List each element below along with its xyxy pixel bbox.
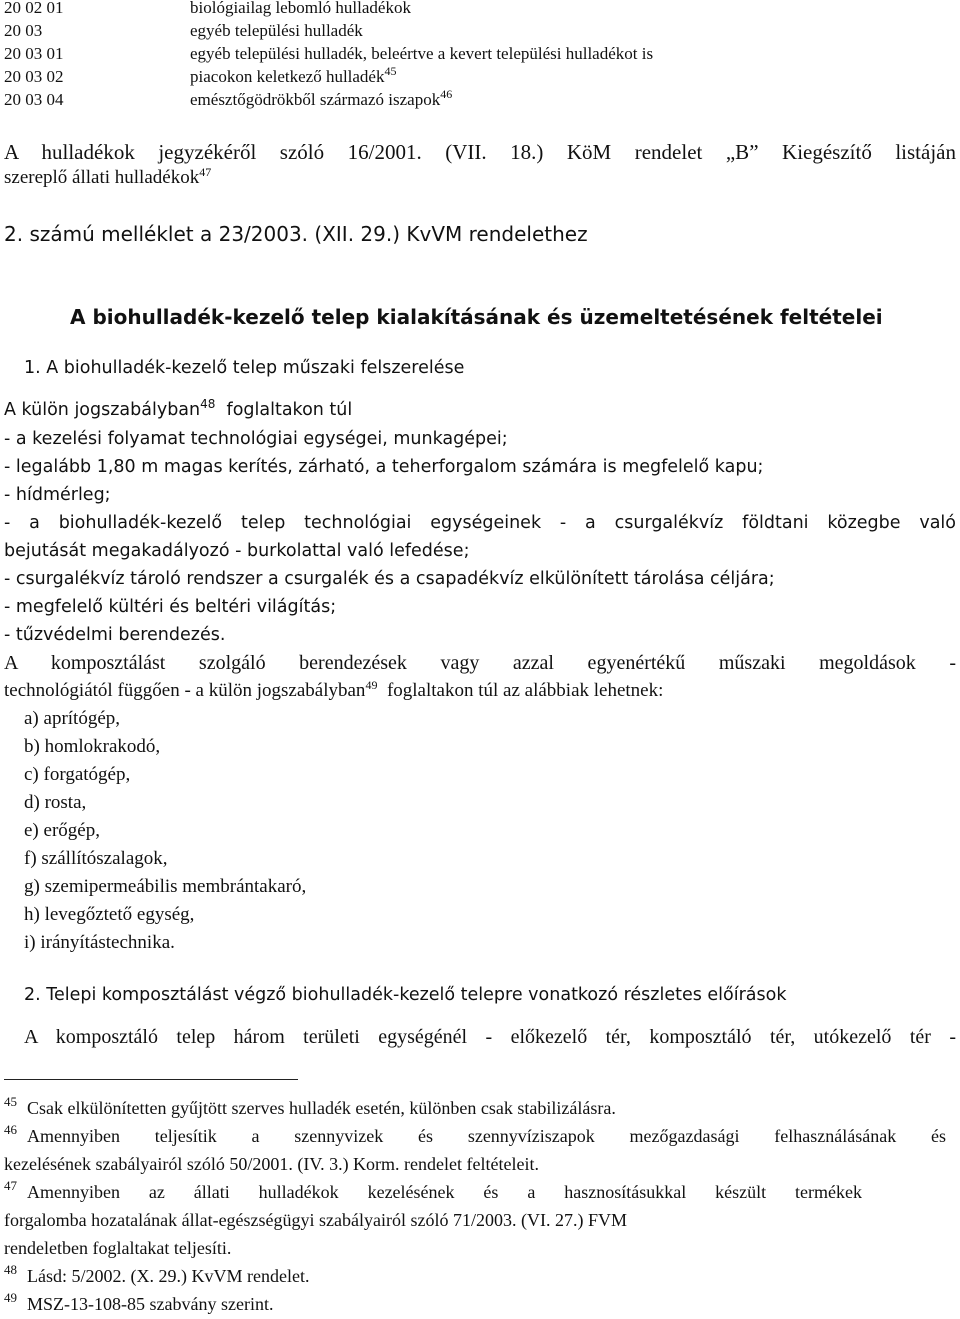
footnote-number: 47 — [4, 1178, 17, 1193]
list-item: h) levegőztető egység, — [24, 904, 195, 925]
footnote-text: Lásd: 5/2002. (X. 29.) KvVM rendelet. — [27, 1266, 310, 1286]
list-item: d) rosta, — [24, 792, 87, 813]
waste-code-row — [4, 43, 960, 65]
section1-intro-post: foglaltakon túl — [226, 400, 353, 420]
compost-paragraph-post: foglaltakon túl az alábbiak lehetnek: — [386, 680, 664, 701]
equipment-item-line2: bejutását megakadályozó - burkolattal való lefedése; — [4, 541, 470, 561]
footnote — [4, 1290, 273, 1318]
list-item: a) aprítógép, — [24, 708, 121, 729]
list-item: i) irányítástechnika. — [24, 932, 175, 953]
list-item: g) szemipermeábilis membrántakaró, — [24, 876, 307, 897]
list-item: b) homlokrakodó, — [24, 736, 161, 757]
footnote-number: 46 — [4, 1122, 17, 1137]
kom-paragraph-text: szereplő állati hulladékok — [4, 167, 200, 188]
waste-description-text: piacokon keletkező hulladék — [190, 67, 385, 86]
footnote — [4, 1122, 946, 1150]
waste-description: egyéb települési hulladék, beleértve a kevert települési hulladékot is — [190, 44, 654, 63]
list-item: f) szállítószalagok, — [24, 848, 168, 869]
footnote-continuation: forgalomba hozatalának állat-egészségügyi szabályairól szóló 71/2003. (VI. 27.) FVM — [4, 1210, 627, 1230]
equipment-item: - csurgalékvíz tároló rendszer a csurgalék és a csapadékvíz elkülönített tárolása céljára; — [4, 569, 775, 589]
footnote-text: Csak elkülönítetten gyűjtött szerves hulladék esetén, különben csak stabilizálásra. — [27, 1098, 616, 1118]
equipment-item: - hídmérleg; — [4, 485, 111, 505]
footnote-ref[interactable]: 45 — [384, 64, 397, 78]
footnote-text: Amennyiben az állati hulladékok kezelésének és a hasznosításukkal készült termékek — [27, 1182, 862, 1202]
waste-code-row — [4, 0, 960, 19]
section2-heading: 2. Telepi komposztálást végző biohulladék-kezelő telepre vonatkozó részletes előírások — [24, 985, 787, 1005]
annex-title: A biohulladék-kezelő telep kialakításának és üzemeltetésének feltételei — [70, 305, 883, 329]
list-item: c) forgatógép, — [24, 764, 131, 785]
compost-paragraph-line1: A komposztálást szolgáló berendezések vagy azzal egyenértékű műszaki megoldások - — [4, 652, 956, 674]
footnote-number: 45 — [4, 1094, 17, 1109]
waste-code: 20 02 01 — [4, 0, 64, 17]
footnote-text: Amennyiben teljesítik a szennyvizek és szennyvíziszapok mezőgazdasági felhasználásának és — [27, 1126, 946, 1146]
footnote-continuation: rendeletben foglaltakat teljesíti. — [4, 1238, 232, 1258]
waste-code-row — [4, 66, 960, 88]
equipment-item: - tűzvédelmi berendezés. — [4, 625, 226, 645]
waste-description — [190, 66, 396, 88]
waste-description — [190, 89, 452, 111]
footnote-ref[interactable]: 46 — [440, 87, 453, 101]
waste-code: 20 03 01 — [4, 44, 64, 63]
waste-description: biológiailag lebomló hulladékok — [190, 0, 411, 17]
equipment-item-line1: - a biohulladék-kezelő telep technológiai egységeinek - a csurgalékvíz földtani közegbe való — [4, 513, 956, 533]
waste-code: 20 03 04 — [4, 90, 64, 109]
footnote-ref[interactable]: 48 — [200, 397, 216, 411]
kom-paragraph-line2 — [4, 164, 211, 192]
section1-heading: 1. A biohulladék-kezelő telep műszaki felszerelése — [24, 358, 465, 378]
annex-heading: 2. számú melléklet a 23/2003. (XII. 29.) KvVM rendelethez — [4, 222, 588, 246]
footnote — [4, 1262, 309, 1290]
equipment-item: - a kezelési folyamat technológiai egységei, munkagépei; — [4, 429, 508, 449]
waste-code: 20 03 02 — [4, 67, 64, 86]
section1-intro-pre: A külön jogszabályban — [4, 400, 201, 420]
equipment-item: - megfelelő kültéri és beltéri világítás; — [4, 597, 337, 617]
waste-description-text: emésztőgödrökből származó iszapok — [190, 90, 441, 109]
list-item: e) erőgép, — [24, 820, 100, 841]
footnote — [4, 1094, 616, 1122]
compost-paragraph-line2 — [4, 677, 663, 705]
footnote — [4, 1178, 862, 1206]
footnote-ref[interactable]: 49 — [365, 678, 378, 692]
section2-line1: A komposztáló telep három területi egységénél - előkezelő tér, komposztáló tér, utókezelő tér - — [24, 1026, 956, 1048]
waste-code-row — [4, 20, 960, 42]
footnote-divider — [4, 1079, 298, 1080]
compost-paragraph-pre: technológiától függően - a külön jogszabályban — [4, 680, 366, 701]
waste-code: 20 03 — [4, 21, 43, 40]
kom-paragraph-line1: A hulladékok jegyzékéről szóló 16/2001. (VII. 18.) KöM rendelet „B” Kiegészítő listáján — [4, 140, 956, 164]
footnote-ref[interactable]: 47 — [199, 165, 212, 179]
equipment-item: - legalább 1,80 m magas kerítés, zárható, a teherforgalom számára is megfelelő kapu; — [4, 457, 764, 477]
footnote-text: MSZ-13-108-85 szabvány szerint. — [27, 1294, 274, 1314]
footnote-continuation: kezelésének szabályairól szóló 50/2001. (IV. 3.) Korm. rendelet feltételeit. — [4, 1154, 539, 1174]
waste-description: egyéb települési hulladék — [190, 21, 363, 40]
footnote-number: 49 — [4, 1290, 17, 1305]
waste-code-row — [4, 89, 960, 111]
footnote-number: 48 — [4, 1262, 17, 1277]
section1-intro — [4, 396, 352, 424]
